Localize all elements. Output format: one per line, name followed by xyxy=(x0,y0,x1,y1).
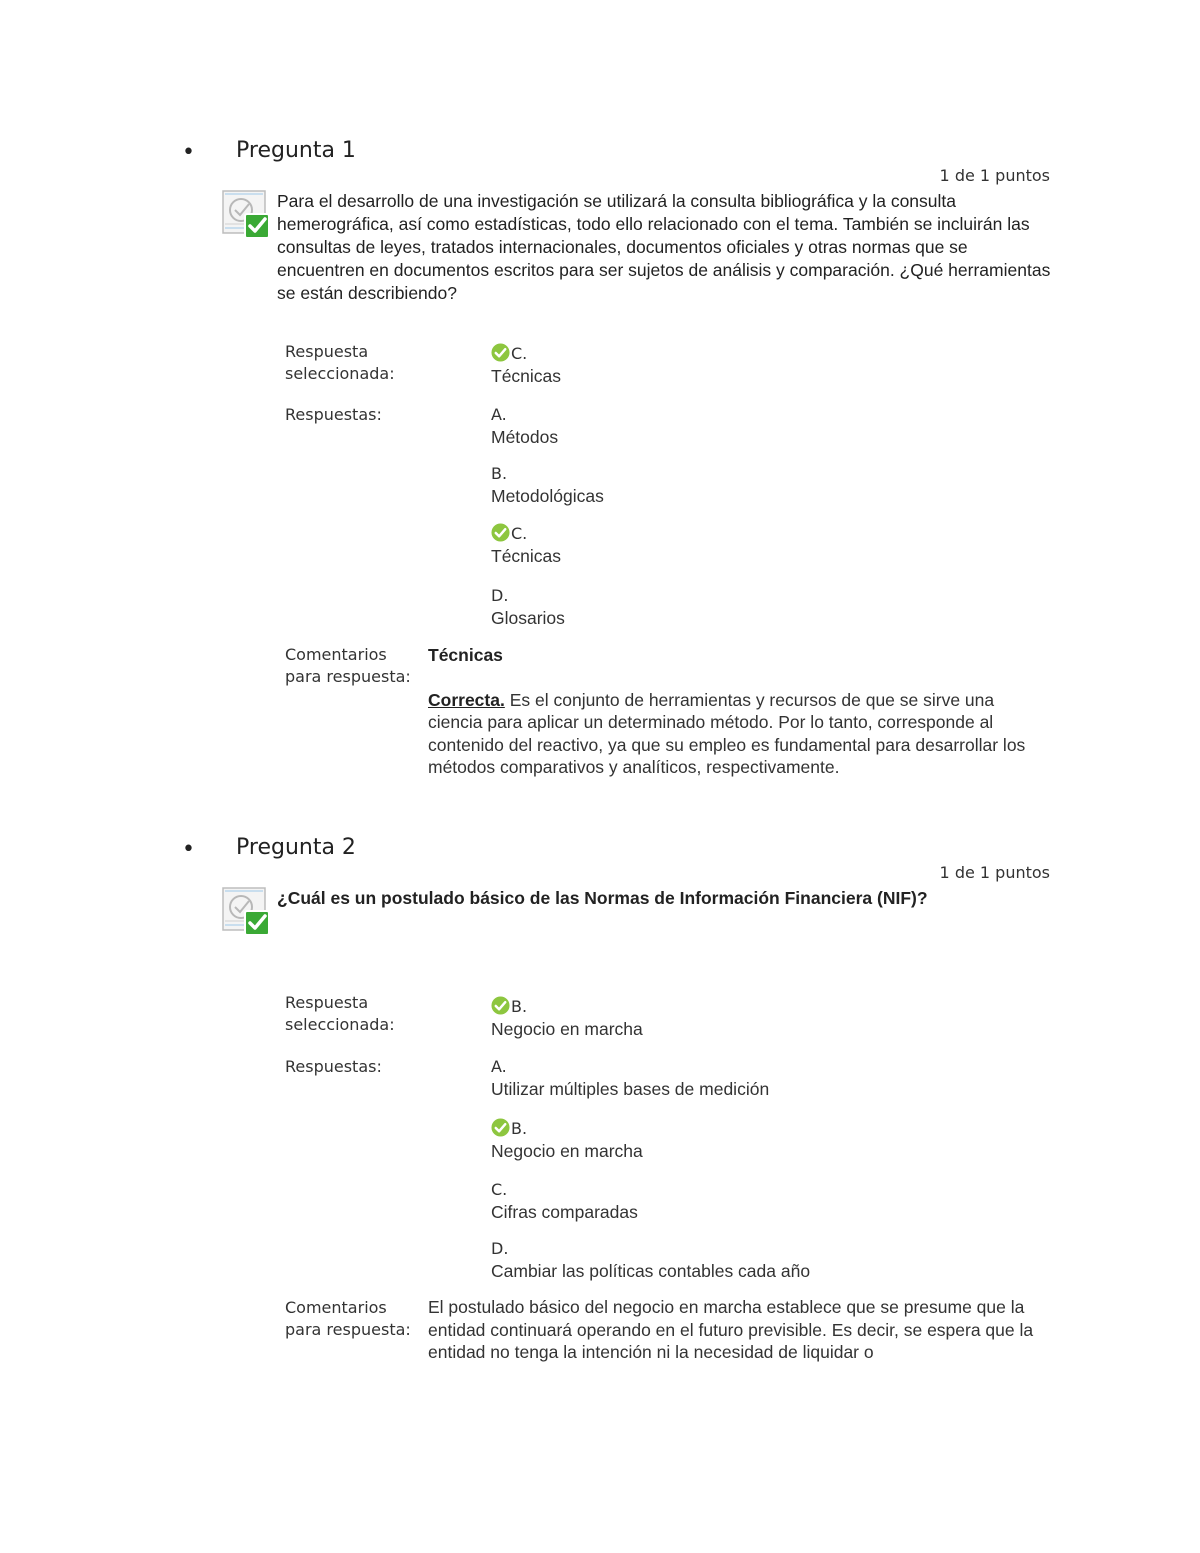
comment-correct-label: Correcta. xyxy=(428,689,505,710)
answer-letter: A. xyxy=(491,405,507,424)
answer-letter: D. xyxy=(491,1239,509,1258)
answer-option xyxy=(491,462,604,508)
comments-label: Comentarios para respuesta: xyxy=(285,645,411,686)
answer-text: Glosarios xyxy=(491,608,565,628)
comment-text: El postulado básico del negocio en marcha establece que se presume que la entidad continuará operando en el futuro previsible. Es decir, se espera que la entidad no tenga la intención ni la necesidad de liquidar o xyxy=(428,1297,1034,1362)
question-1-bullet: • xyxy=(182,140,195,165)
question-2-title: Pregunta 2 xyxy=(236,835,356,860)
answer-text: Cambiar las políticas contables cada año xyxy=(491,1261,811,1281)
answer-text: Técnicas xyxy=(491,546,562,566)
answer-text: Cifras comparadas xyxy=(491,1202,638,1222)
question-2-text: ¿Cuál es un postulado básico de las Normas de Información Financiera (NIF)? xyxy=(277,888,928,908)
answer-text: Negocio en marcha xyxy=(491,1141,643,1161)
answer-text: Métodos xyxy=(491,427,559,447)
answer-option xyxy=(491,1117,643,1163)
answer-letter: C. xyxy=(511,524,528,543)
correct-check-icon xyxy=(491,343,510,362)
comments-label: Comentarios para respuesta: xyxy=(285,1298,411,1339)
answer-letter: C. xyxy=(491,1180,508,1199)
answer-letter: C. xyxy=(511,344,528,363)
answer-option xyxy=(491,1237,810,1283)
answer-option xyxy=(491,522,561,568)
answer-comment xyxy=(428,644,1053,779)
question-2-points: 1 de 1 puntos xyxy=(939,863,1050,882)
comment-text: Es el conjunto de herramientas y recursos de que se sirve una ciencia para aplicar un determinado método. Por lo tanto, corresponde al contenido del reactivo, ya que su empleo es fundamental para desarrollar los métodos comparativos y analíticos, respectivamente. xyxy=(428,689,1026,777)
correct-answer-icon xyxy=(221,885,273,937)
answer-comment xyxy=(428,1296,1053,1364)
answers-label: Respuestas: xyxy=(285,405,382,424)
answer-option xyxy=(491,584,565,630)
comment-heading: Técnicas xyxy=(428,645,503,665)
answer-option xyxy=(491,1178,638,1224)
answer-text: Utilizar múltiples bases de medición xyxy=(491,1079,770,1099)
answer-letter: B. xyxy=(511,997,528,1016)
answer-letter: B. xyxy=(491,464,508,483)
question-1-title: Pregunta 1 xyxy=(236,138,356,163)
selected-answer-label: Respuesta seleccionada: xyxy=(285,993,395,1034)
answers-label: Respuestas: xyxy=(285,1057,382,1076)
correct-check-icon xyxy=(491,996,510,1015)
correct-check-icon xyxy=(491,523,510,542)
answer-letter: B. xyxy=(511,1119,528,1138)
question-2-bullet: • xyxy=(182,837,195,862)
answer-option xyxy=(491,403,558,449)
answer-option xyxy=(491,1055,769,1101)
selected-answer-label: Respuesta seleccionada: xyxy=(285,342,395,383)
answer-letter: D. xyxy=(491,586,509,605)
answer-letter: A. xyxy=(491,1057,507,1076)
answer-text: Técnicas xyxy=(491,366,562,386)
answer-text: Negocio en marcha xyxy=(491,1019,643,1039)
selected-answer xyxy=(491,995,643,1041)
question-1-points: 1 de 1 puntos xyxy=(939,166,1050,185)
answer-text: Metodológicas xyxy=(491,486,604,506)
correct-check-icon xyxy=(491,1118,510,1137)
correct-answer-icon xyxy=(221,188,273,240)
question-1-text: Para el desarrollo de una investigación se utilizará la consulta bibliográfica y la consulta hemerográfica, así como estadísticas, todo ello relacionado con el tema. También se incluirán las consultas de leyes, tratados internacionales, documentos oficiales y otras normas que se encuentren en documentos escritos para ser sujetos de análisis y comparación. ¿Qué herramientas se están describiendo? xyxy=(277,191,1051,303)
selected-answer xyxy=(491,342,561,388)
